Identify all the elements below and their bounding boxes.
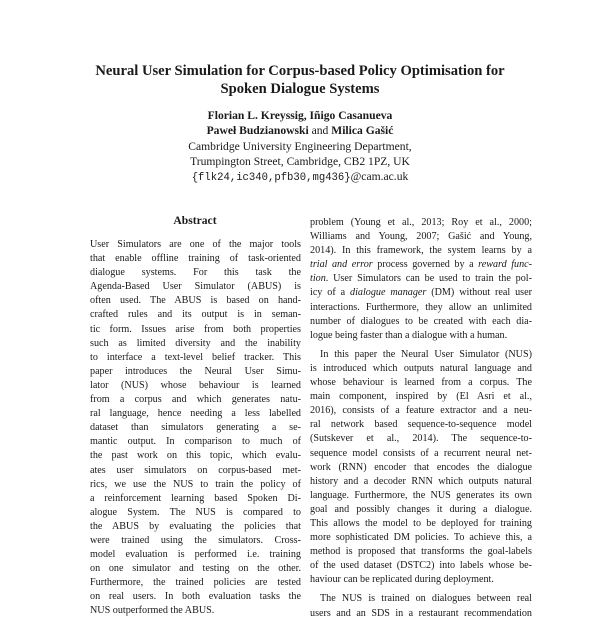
text-line: that enable offline training of task-oriented xyxy=(90,253,301,265)
text-line: a reinforcement learning based Spoken Di- xyxy=(90,492,301,504)
body-line: logue being faster than a dialogue with a human. xyxy=(310,329,508,341)
text-line: language. Furthermore, the NUS generates its own xyxy=(310,489,532,501)
affiliation-line-2: Trumpington Street, Cambridge, CB2 1PZ, UK xyxy=(190,154,410,168)
text-line: alogue System. The NUS is compared to xyxy=(90,506,301,518)
body-line: Williams and Young, 2007; Gašić and Young, xyxy=(310,231,532,243)
text-line: NUS outperformed the ABUS. xyxy=(90,605,215,617)
body-line: number of dialogues to be created with each dia- xyxy=(310,315,532,327)
email-domain: @cam.ac.uk xyxy=(350,170,409,184)
text-line: whose behaviour is learned from a corpus. The xyxy=(310,377,532,389)
text-line: main component, inspired by (El Asri et al., xyxy=(310,391,532,403)
text-line: rics, we use the NUS to train the policy of xyxy=(90,478,301,490)
body-line: trial and error process governed by a reward func- xyxy=(310,259,532,271)
abstract-text xyxy=(90,238,301,619)
text-line: sequence model consists of a recurrent neural net- xyxy=(310,447,532,459)
text-line: the ABUS by evaluating the policies that xyxy=(90,520,301,532)
text-line: users and an SDS in a restaurant recommendation xyxy=(310,607,532,619)
body-line: icy of a dialogue manager (DM) without real user xyxy=(310,287,532,299)
text-line: Furthermore, the trained policies are tested xyxy=(90,577,301,589)
text-line: haviour can be replicated during deployment. xyxy=(310,574,494,586)
abstract-heading: Abstract xyxy=(173,214,217,227)
text-line: such as limited diversity and the inability xyxy=(90,337,301,349)
author-budzianowski: Paweł Budzianowski xyxy=(206,124,309,138)
author-gasic: Milica Gašić xyxy=(331,124,394,138)
text-line: crafted rules and its output is in seman- xyxy=(90,309,301,321)
italic-term: trial and error xyxy=(310,259,373,271)
paragraph-3 xyxy=(310,592,532,620)
body-line: tion. User Simulators can be used to train the pol- xyxy=(310,273,532,285)
text-line: dataset than simulators generating a se- xyxy=(90,422,301,434)
text-line: User Simulators are one of the major tools xyxy=(90,239,301,250)
text-line: goal and possibly changes it during a dialogue. xyxy=(310,503,532,515)
text-line: is introduced which outputs natural language and xyxy=(310,362,532,374)
email-ids: {flk24,ic340,pfb30,mg436} xyxy=(191,172,351,185)
authors-line-1: Florian L. Kreyssig, Iñigo Casanueva xyxy=(207,109,393,122)
authors-and: and xyxy=(311,124,329,138)
text-line: from a corpus and which generates natu- xyxy=(90,394,301,406)
title-line-1: Neural User Simulation for Corpus-based Policy Optimisation for xyxy=(95,63,505,79)
italic-term: tion xyxy=(310,273,326,285)
affiliation-line-1: Cambridge University Engineering Department, xyxy=(188,139,412,153)
text-line: more sophisticated DM policies. To achieve this, a xyxy=(310,532,532,544)
text-line: of the used dataset (DSTC2) into labels whose be- xyxy=(310,560,532,572)
text-line: history and a decoder RNN which outputs natural xyxy=(310,475,532,487)
text-line: (Sutskever et al., 2014). The sequence-to- xyxy=(310,433,532,445)
paper-title xyxy=(60,62,540,98)
title-line-2: Spoken Dialogue Systems xyxy=(220,81,380,97)
introduction-text xyxy=(310,216,532,621)
text-line: method is proposed that transforms the goal-labels xyxy=(310,546,532,558)
body-line: problem (Young et al., 2013; Roy et al., 2000; xyxy=(310,217,532,228)
text-line: ral network based sequence-to-sequence model xyxy=(310,419,532,431)
text-line: on one simulator and testing on the other. xyxy=(90,563,301,575)
text-line: ates user simulators on corpus-based met- xyxy=(90,464,301,476)
text-line: Agenda-Based User Simulator (ABUS) is xyxy=(90,281,301,293)
text-line: often used. The ABUS is based on hand- xyxy=(90,295,301,307)
text-line: work (RNN) encoder that encodes the dialogue xyxy=(310,461,532,473)
text-line: 2016), consists of a feature extractor and a neu- xyxy=(310,405,532,417)
text-line: ral language, hence needing a less labelled xyxy=(90,408,301,420)
body-line: 2014). In this framework, the system learns by a xyxy=(310,245,532,257)
text-line: model evaluation is performed i.e. training xyxy=(90,549,301,561)
text-line: tic form. Issues arise from both properties xyxy=(90,323,301,335)
body-line: interactions. Furthermore, they allow an unlimited xyxy=(310,301,532,313)
text-line: mantic output. In comparison to much of xyxy=(90,436,301,448)
text-line: on real users. In both evaluation tasks the xyxy=(90,591,301,603)
italic-term: dialogue manager xyxy=(350,287,427,299)
text-line: The NUS is trained on dialogues between real xyxy=(320,593,532,605)
text-line: This allows the model to be deployed for training xyxy=(310,517,532,529)
text-line: lator (NUS) whose behaviour is learned xyxy=(90,379,301,391)
text-line: were trained using the simulators. Cross- xyxy=(90,534,301,546)
text-line: In this paper the Neural User Simulator (NUS) xyxy=(320,348,532,360)
text-line: to interface a text-level belief tracker. This xyxy=(90,351,301,363)
text-line: dialogue systems. For this task the xyxy=(90,267,301,279)
text-line: paper introduces the Neural User Simu- xyxy=(90,365,301,377)
text-line: the past work on this topic, which evalu- xyxy=(90,450,301,462)
italic-term: reward func- xyxy=(478,259,532,271)
author-block xyxy=(100,108,500,186)
paragraph-2 xyxy=(310,348,532,588)
